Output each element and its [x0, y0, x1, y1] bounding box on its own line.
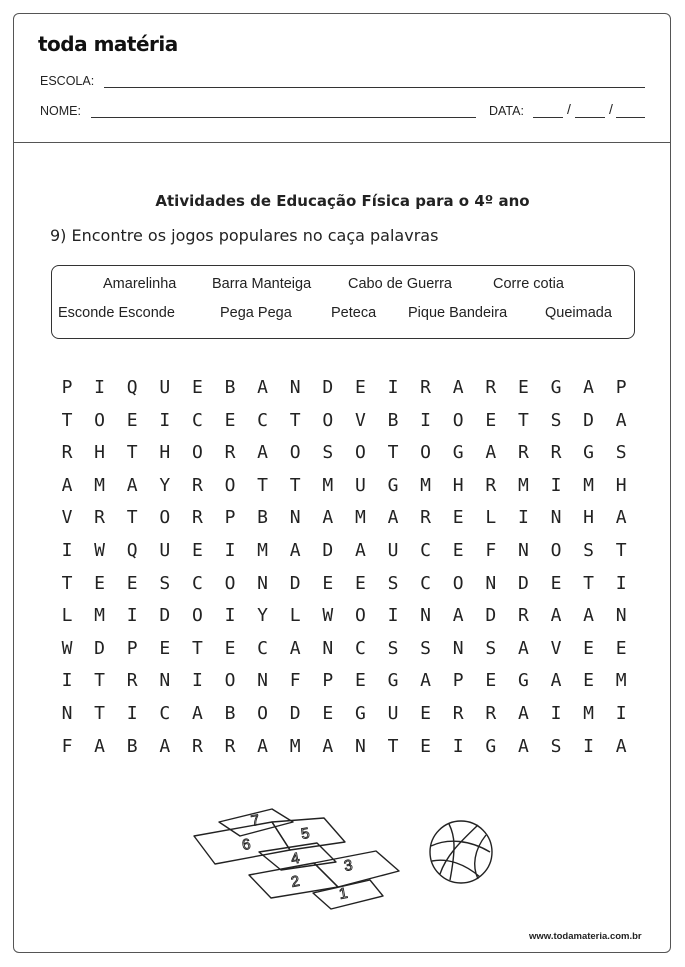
grid-letter: A [191, 703, 203, 724]
grid-letter: S [387, 637, 399, 659]
grid-letter: M [583, 474, 595, 496]
grid-letter: H [94, 442, 106, 464]
grid-letter: M [354, 507, 366, 529]
grid-letter: E [322, 572, 334, 594]
grid-letter: O [224, 572, 236, 594]
grid-letter: I [61, 540, 73, 561]
grid-letter: I [615, 703, 627, 724]
grid-letter: T [191, 637, 203, 659]
grid-letter: D [289, 572, 301, 594]
grid-letter: D [322, 540, 334, 561]
grid-letter: G [583, 442, 595, 464]
grid-letter: D [485, 605, 497, 627]
word-list-item: Pega Pega [220, 305, 292, 321]
grid-letter: S [322, 442, 334, 464]
grid-letter: T [289, 409, 301, 431]
hopscotch-number: 7 [249, 811, 261, 830]
grid-letter: D [583, 409, 595, 431]
grid-letter: B [126, 735, 138, 757]
grid-letter: I [61, 670, 73, 692]
grid-letter: O [159, 507, 171, 529]
word-list-item: Barra Manteiga [212, 276, 312, 292]
grid-letter: A [289, 540, 301, 561]
grid-letter: A [517, 703, 529, 724]
grid-letter: W [322, 605, 334, 627]
grid-letter: A [485, 442, 497, 464]
grid-letter: R [191, 474, 203, 496]
grid-letter: E [322, 703, 334, 724]
grid-letter: G [387, 474, 399, 496]
grid-letter: A [550, 605, 562, 627]
grid-letter: H [615, 474, 627, 496]
grid-letter: A [452, 377, 464, 398]
grid-letter: I [126, 703, 138, 724]
grid-letter: O [94, 409, 106, 431]
grid-letter: R [517, 605, 529, 627]
grid-letter: M [289, 735, 301, 757]
grid-letter: C [420, 540, 432, 561]
date-separator: / [567, 101, 571, 117]
grid-letter: O [452, 572, 464, 594]
grid-letter: I [224, 605, 236, 627]
grid-letter: O [224, 474, 236, 496]
grid-letter: D [289, 703, 301, 724]
grid-letter: N [289, 377, 301, 398]
grid-letter: N [452, 637, 464, 659]
hopscotch-number: 5 [299, 824, 311, 843]
grid-letter: C [354, 637, 366, 659]
hopscotch-number: 3 [342, 856, 354, 875]
grid-letter: E [583, 670, 595, 692]
grid-letter: S [550, 409, 562, 431]
grid-letter: E [224, 409, 236, 431]
grid-letter: C [420, 572, 432, 594]
word-list-item: Corre cotia [493, 276, 564, 292]
grid-letter: N [61, 703, 73, 724]
grid-letter: M [615, 670, 627, 692]
grid-letter: P [61, 377, 73, 398]
instruction-text: 9) Encontre os jogos populares no caça palavras [50, 226, 439, 245]
grid-letter: H [452, 474, 464, 496]
grid-letter: A [615, 409, 627, 431]
grid-letter: H [159, 442, 171, 464]
grid-letter: N [257, 670, 269, 692]
grid-letter: B [257, 507, 269, 529]
grid-letter: R [550, 442, 562, 464]
grid-letter: I [452, 735, 464, 757]
grid-letter: R [191, 507, 203, 529]
grid-letter: N [615, 605, 627, 627]
grid-letter: D [322, 377, 334, 398]
grid-letter: R [420, 377, 432, 398]
school-label: ESCOLA: [40, 74, 95, 88]
grid-letter: A [583, 605, 595, 627]
grid-letter: R [224, 442, 236, 464]
grid-letter: G [387, 670, 399, 692]
grid-letter: T [61, 572, 73, 594]
grid-letter: O [354, 442, 366, 464]
grid-letter: W [94, 540, 106, 561]
grid-letter: Y [159, 474, 171, 496]
grid-letter: D [517, 572, 529, 594]
grid-letter: A [61, 474, 73, 496]
grid-letter: E [224, 637, 236, 659]
grid-letter: R [61, 442, 73, 464]
grid-letter: V [61, 507, 73, 529]
grid-letter: D [159, 605, 171, 627]
grid-letter: E [517, 377, 529, 398]
grid-letter: S [583, 540, 595, 561]
grid-letter: T [387, 735, 399, 757]
grid-letter: T [289, 474, 301, 496]
grid-letter: T [94, 670, 106, 692]
grid-letter: C [191, 572, 203, 594]
grid-letter: I [583, 735, 595, 757]
grid-letter: M [94, 474, 106, 496]
grid-letter: R [420, 507, 432, 529]
grid-letter: N [159, 670, 171, 692]
grid-letter: I [387, 605, 399, 627]
grid-letter: I [94, 377, 106, 398]
grid-letter: A [550, 670, 562, 692]
grid-letter: A [322, 735, 334, 757]
grid-letter: A [615, 507, 627, 529]
grid-letter: I [159, 409, 171, 431]
grid-letter: N [517, 540, 529, 561]
grid-letter: E [452, 540, 464, 561]
grid-letter: M [517, 474, 529, 496]
grid-letter: S [550, 735, 562, 757]
grid-letter: T [583, 572, 595, 594]
grid-letter: N [550, 507, 562, 529]
grid-letter: U [387, 703, 399, 724]
hopscotch-number: 6 [240, 835, 252, 854]
grid-letter: T [615, 540, 627, 561]
grid-letter: O [452, 409, 464, 431]
grid-letter: U [387, 540, 399, 561]
grid-letter: Q [126, 377, 138, 398]
grid-letter: E [615, 637, 627, 659]
word-list-item: Cabo de Guerra [348, 276, 452, 292]
grid-letter: E [420, 703, 432, 724]
page-title: Atividades de Educação Física para o 4º ano [155, 192, 530, 210]
date-separator: / [609, 101, 613, 117]
grid-letter: C [191, 409, 203, 431]
grid-letter: A [420, 670, 432, 692]
grid-letter: F [61, 735, 73, 757]
grid-letter: E [354, 572, 366, 594]
grid-letter: I [550, 474, 562, 496]
grid-letter: T [517, 409, 529, 431]
grid-letter: B [387, 409, 399, 431]
grid-letter: O [257, 703, 269, 724]
grid-letter: S [387, 572, 399, 594]
grid-letter: A [583, 377, 595, 398]
grid-letter: T [387, 442, 399, 464]
grid-letter: F [289, 670, 301, 692]
grid-letter: I [126, 605, 138, 627]
grid-letter: U [159, 540, 171, 561]
grid-letter: A [257, 442, 269, 464]
word-list-item: Queimada [545, 305, 612, 321]
grid-letter: P [322, 670, 334, 692]
grid-letter: A [289, 637, 301, 659]
grid-letter: N [354, 735, 366, 757]
grid-letter: V [550, 637, 562, 659]
date-label: DATA: [489, 104, 524, 118]
grid-letter: C [159, 703, 171, 724]
grid-letter: G [517, 670, 529, 692]
grid-letter: L [485, 507, 497, 529]
hopscotch-number: 2 [289, 872, 301, 891]
grid-letter: P [615, 377, 627, 398]
hopscotch-number: 1 [337, 884, 349, 903]
grid-letter: S [615, 442, 627, 464]
grid-letter: E [420, 735, 432, 757]
grid-letter: G [452, 442, 464, 464]
grid-letter: L [61, 605, 73, 627]
grid-letter: E [550, 572, 562, 594]
grid-letter: E [485, 409, 497, 431]
grid-letter: R [191, 735, 203, 757]
grid-letter: A [257, 735, 269, 757]
grid-letter: P [224, 507, 236, 529]
grid-letter: B [224, 377, 236, 398]
grid-letter: T [61, 409, 73, 431]
grid-letter: I [517, 507, 529, 529]
grid-letter: C [257, 637, 269, 659]
grid-letter: T [126, 507, 138, 529]
grid-letter: B [224, 703, 236, 724]
grid-letter: M [420, 474, 432, 496]
grid-letter: H [583, 507, 595, 529]
grid-letter: A [159, 735, 171, 757]
grid-letter: F [485, 540, 497, 561]
grid-letter: E [452, 507, 464, 529]
grid-letter: E [94, 572, 106, 594]
grid-letter: I [224, 540, 236, 561]
grid-letter: W [61, 637, 73, 659]
hopscotch-number: 4 [289, 849, 301, 868]
grid-letter: I [387, 377, 399, 398]
grid-letter: N [322, 637, 334, 659]
grid-letter: N [420, 605, 432, 627]
grid-letter: A [517, 637, 529, 659]
grid-letter: D [94, 637, 106, 659]
grid-letter: T [94, 703, 106, 724]
grid-letter: E [583, 637, 595, 659]
grid-letter: R [224, 735, 236, 757]
grid-letter: I [615, 572, 627, 594]
grid-letter: O [191, 605, 203, 627]
grid-letter: T [126, 442, 138, 464]
grid-letter: G [550, 377, 562, 398]
grid-letter: M [94, 605, 106, 627]
grid-letter: E [485, 670, 497, 692]
grid-letter: R [517, 442, 529, 464]
grid-letter: I [550, 703, 562, 724]
grid-letter: A [387, 507, 399, 529]
grid-letter: U [354, 474, 366, 496]
grid-letter: L [289, 605, 301, 627]
word-list-item: Esconde Esconde [58, 305, 175, 321]
brand-logo: toda matéria [38, 32, 178, 56]
grid-letter: I [191, 670, 203, 692]
grid-letter: E [354, 670, 366, 692]
grid-letter: S [159, 572, 171, 594]
grid-letter: O [191, 442, 203, 464]
grid-letter: R [126, 670, 138, 692]
grid-letter: A [322, 507, 334, 529]
grid-letter: N [257, 572, 269, 594]
grid-letter: Q [126, 540, 138, 561]
grid-letter: T [257, 474, 269, 496]
footer-url: www.todamateria.com.br [529, 931, 642, 942]
grid-letter: R [94, 507, 106, 529]
grid-letter: P [452, 670, 464, 692]
grid-letter: A [94, 735, 106, 757]
word-list-item: Pique Bandeira [408, 305, 508, 321]
grid-letter: S [420, 637, 432, 659]
grid-letter: O [550, 540, 562, 561]
grid-letter: Y [257, 605, 269, 627]
grid-letter: A [257, 377, 269, 398]
grid-letter: M [583, 703, 595, 724]
grid-letter: E [126, 409, 138, 431]
grid-letter: C [257, 409, 269, 431]
grid-letter: A [615, 735, 627, 757]
grid-letter: A [517, 735, 529, 757]
grid-letter: A [354, 540, 366, 561]
grid-letter: O [420, 442, 432, 464]
grid-letter: O [224, 670, 236, 692]
name-label: NOME: [40, 104, 81, 118]
grid-letter: G [485, 735, 497, 757]
grid-letter: E [191, 377, 203, 398]
grid-letter: R [485, 474, 497, 496]
word-list-item: Amarelinha [103, 276, 177, 292]
grid-letter: E [126, 572, 138, 594]
grid-letter: R [452, 703, 464, 724]
grid-letter: I [420, 409, 432, 431]
grid-letter: P [126, 637, 138, 659]
grid-letter: N [289, 507, 301, 529]
grid-letter: M [322, 474, 334, 496]
grid-letter: R [485, 703, 497, 724]
beach-ball-icon [430, 821, 492, 883]
grid-letter: O [354, 605, 366, 627]
grid-letter: M [257, 540, 269, 561]
grid-letter: G [354, 703, 366, 724]
grid-letter: A [126, 474, 138, 496]
grid-letter: S [485, 637, 497, 659]
grid-letter: A [452, 605, 464, 627]
grid-letter: N [485, 572, 497, 594]
grid-letter: E [159, 637, 171, 659]
grid-letter: V [354, 409, 366, 431]
grid-letter: E [354, 377, 366, 398]
word-list-item: Peteca [331, 305, 377, 321]
grid-letter: O [322, 409, 334, 431]
grid-letter: R [485, 377, 497, 398]
grid-letter: O [289, 442, 301, 464]
grid-letter: E [191, 540, 203, 561]
grid-letter: U [159, 377, 171, 398]
